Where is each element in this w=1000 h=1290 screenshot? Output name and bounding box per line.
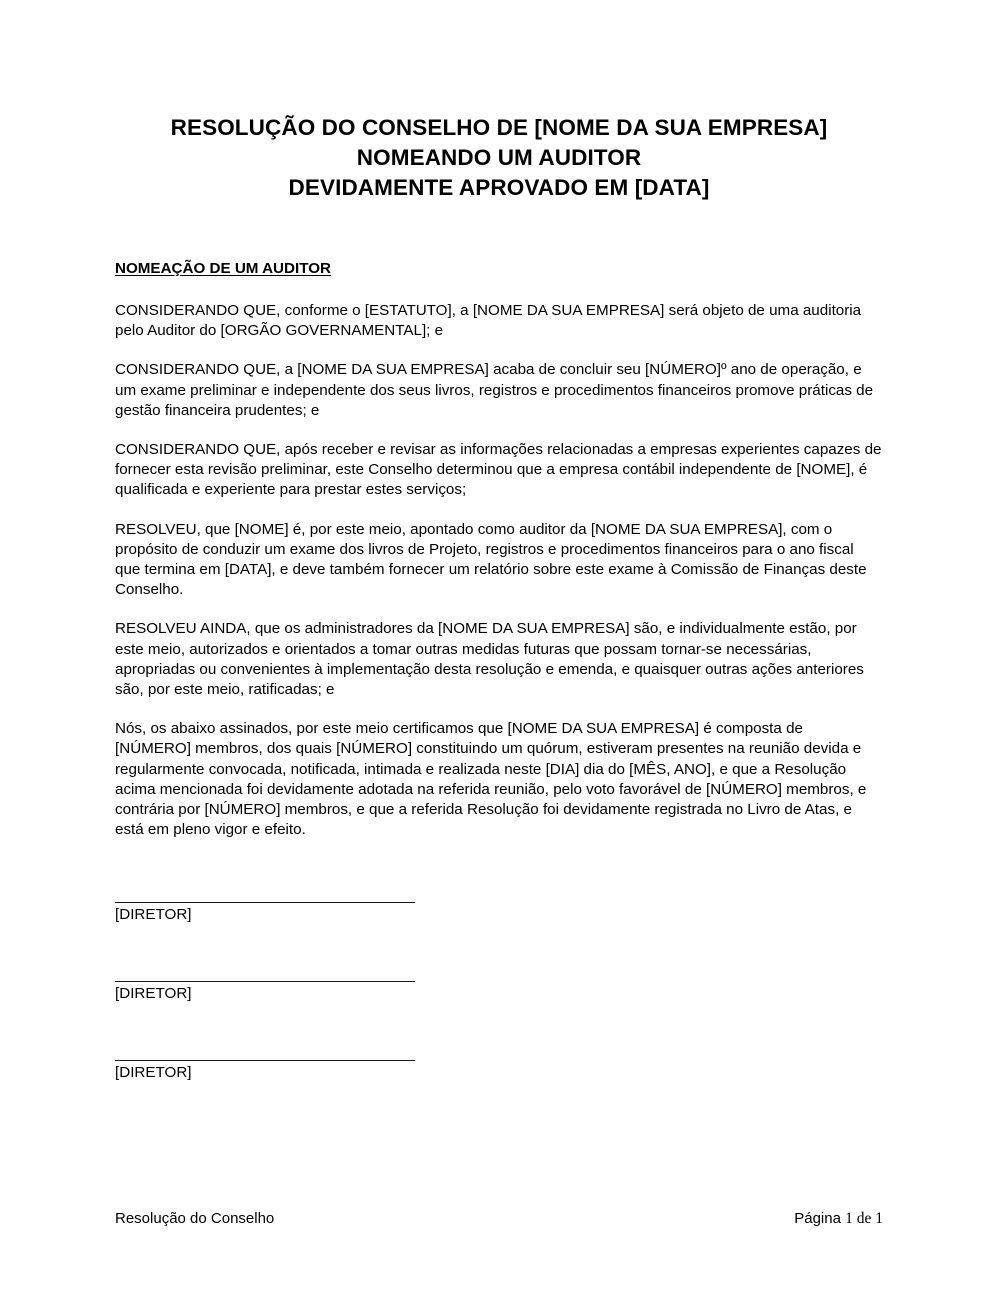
section-heading-nomeacao: NOMEAÇÃO DE UM AUDITOR — [115, 260, 331, 277]
signature-label: [DIRETOR] — [115, 1064, 192, 1082]
signature-line — [115, 902, 415, 903]
signature-block — [115, 981, 883, 1004]
paragraph-resolveu: RESOLVEU, que [NOME] é, por este meio, apontado como auditor da [NOME DA SUA EMPRESA], com o propósito de conduzir um exame dos livros de Projeto, registros e procedimentos financeiros para o ano fiscal que termina em [DATA], e deve também fornecer um relatório sobre este exame à Comissão de Finanças deste Conselho. — [115, 520, 867, 599]
signature-section — [115, 840, 883, 1083]
paragraph-considerando-1: CONSIDERANDO QUE, conforme o [ESTATUTO], a [NOME DA SUA EMPRESA] será objeto de uma auditoria pelo Auditor do [ORGÃO GOVERNAMENTAL]; e — [115, 302, 862, 340]
document-body — [115, 0, 883, 1083]
title-line-3: DEVIDAMENTE APROVADO EM [DATA] — [288, 175, 710, 200]
signature-line — [115, 1060, 415, 1061]
title-line-2: NOMEANDO UM AUDITOR — [356, 145, 642, 170]
signature-label: [DIRETOR] — [115, 985, 192, 1003]
page-footer — [115, 1209, 883, 1229]
footer-page-numbers: 1 de 1 — [845, 1210, 883, 1227]
footer-page-word: Página — [794, 1210, 841, 1227]
paragraph-considerando-3: CONSIDERANDO QUE, após receber e revisar as informações relacionadas a empresas experientes capazes de fornecer esta revisão preliminar, este Conselho determinou que a empresa contábil independente de [NOME], é qualificada e experiente para prestar estes serviços; — [115, 441, 882, 499]
page-title — [115, 0, 883, 203]
footer-page-indicator — [794, 1209, 883, 1229]
signature-block — [115, 902, 883, 925]
paragraph-certificacao: Nós, os abaixo assinados, por este meio certificamos que [NOME DA SUA EMPRESA] é composta de [NÚMERO] membros, dos quais [NÚMERO] constituindo um quórum, estiveram presentes na reunião devida e regularmente convocada, notificada, intimada e realizada neste [DIA] dia do [MÊS, ANO], e que a Resolução acima mencionada foi devidamente adotada na referida reunião, pelo voto favorável de [NÚMERO] membros, e contrária por [NÚMERO] membros, e que a referida Resolução foi devidamente registrada no Livro de Atas, e está em pleno vigor e efeito. — [115, 720, 867, 839]
paragraph-resolveu-ainda: RESOLVEU AINDA, que os administradores da [NOME DA SUA EMPRESA] são, e individualmente estão, por este meio, autorizados e orientados a tomar outras medidas futuras que possam tornar-se necessárias, apropriadas ou convenientes à implementação desta resolução e emenda, e quaisquer outras ações anteriores são, por este meio, ratificadas; e — [115, 620, 864, 699]
paragraph-considerando-2: CONSIDERANDO QUE, a [NOME DA SUA EMPRESA] acaba de concluir seu [NÚMERO]º ano de operação, e um exame preliminar e independente dos seus livros, registros e procedimentos financeiros promove práticas de gestão financeira prudentes; e — [115, 361, 874, 419]
signature-line — [115, 981, 415, 982]
footer-document-name: Resolução do Conselho — [115, 1210, 275, 1227]
signature-label: [DIRETOR] — [115, 906, 192, 924]
signature-block — [115, 1060, 883, 1083]
title-line-1: RESOLUÇÃO DO CONSELHO DE [NOME DA SUA EMPRESA] — [170, 115, 828, 140]
